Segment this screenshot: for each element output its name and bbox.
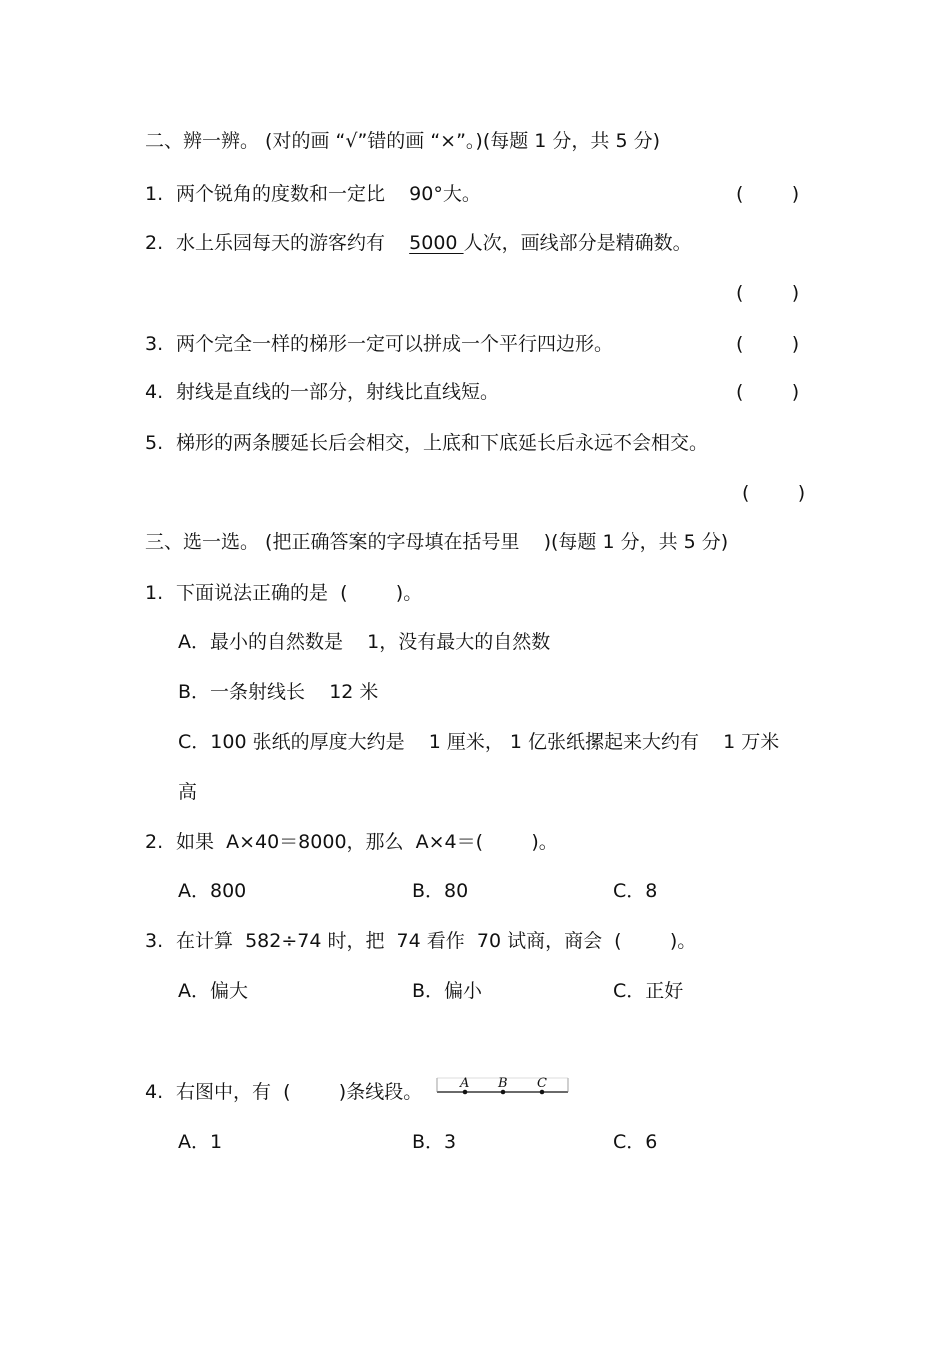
s2-q2-text-before: 水上乐园每天的游客约有: [176, 232, 410, 254]
s3-q2-option-c: C．8: [613, 880, 658, 902]
s2-q4-text: 射线是直线的一部分，射线比直线短。: [176, 381, 500, 403]
s2-q2-text: [176, 230, 692, 256]
s3-q2-number: 2.: [145, 831, 164, 853]
s3-q3-option-b: B．偏小: [412, 980, 483, 1002]
line-segment-figure: [435, 1076, 570, 1100]
s3-q1-option-c-continued: 高: [178, 781, 198, 803]
s3-q1-option-c: C．100 张纸的厚度大约是 1 厘米， 1 亿张纸摞起来大约有 1 万米: [178, 731, 780, 753]
s3-q3-number: 3.: [145, 930, 164, 952]
s2-q3-answer-paren[interactable]: ( ): [736, 333, 800, 355]
s2-q2-answer-paren[interactable]: ( ): [736, 282, 800, 304]
s2-q1-answer-paren[interactable]: ( ): [736, 183, 800, 205]
s3-q3-option-a: A．偏大: [178, 980, 248, 1002]
section3-heading: 三、选一选。 (把正确答案的字母填在括号里 )(每题 1 分，共 5 分): [145, 531, 729, 553]
s2-q5-text: 梯形的两条腰延长后会相交，上底和下底延长后永远不会相交。: [176, 432, 709, 454]
point-b-label: B: [498, 1076, 508, 1091]
s2-q2-underlined-number: 5000: [409, 232, 464, 254]
s2-q1-text: 两个锐角的度数和一定比 90°大。: [176, 183, 481, 205]
s2-q3-text: 两个完全一样的梯形一定可以拼成一个平行四边形。: [176, 333, 614, 355]
point-c-label: C: [537, 1076, 547, 1091]
s3-q4-option-a: A．1: [178, 1131, 223, 1153]
s3-q1-stem: 下面说法正确的是 ( )。: [176, 582, 423, 604]
s2-q2-text-after: 人次，画线部分是精确数。: [463, 232, 692, 254]
point-a-label: A: [460, 1076, 470, 1091]
s2-q1-number: 1.: [145, 183, 164, 205]
s3-q1-option-a: A．最小的自然数是 1，没有最大的自然数: [178, 631, 551, 653]
s3-q4-option-b: B．3: [412, 1131, 457, 1153]
s3-q4-stem: 右图中，有 ( )条线段。: [176, 1081, 423, 1103]
s2-q4-number: 4.: [145, 381, 164, 403]
s2-q2-number: 2.: [145, 232, 164, 254]
s3-q3-stem: 在计算 582÷74 时，把 74 看作 70 试商，商会 ( )。: [176, 930, 697, 952]
s3-q2-option-a: A．800: [178, 880, 247, 902]
s3-q1-number: 1.: [145, 582, 164, 604]
s2-q5-number: 5.: [145, 432, 164, 454]
s2-q5-answer-paren[interactable]: ( ): [742, 482, 806, 504]
s2-q4-answer-paren[interactable]: ( ): [736, 381, 800, 403]
s3-q1-option-b: B．一条射线长 12 米: [178, 681, 379, 703]
s3-q3-option-c: C．正好: [613, 980, 684, 1002]
section2-heading: 二、辨一辨。 (对的画 “√”错的画 “×”。)(每题 1 分，共 5 分): [145, 130, 661, 152]
s3-q2-option-b: B．80: [412, 880, 469, 902]
s3-q4-number: 4.: [145, 1081, 164, 1103]
s3-q4-option-c: C．6: [613, 1131, 658, 1153]
s2-q3-number: 3.: [145, 333, 164, 355]
s3-q2-stem: 如果 A×40＝8000，那么 A×4＝( )。: [176, 831, 558, 853]
